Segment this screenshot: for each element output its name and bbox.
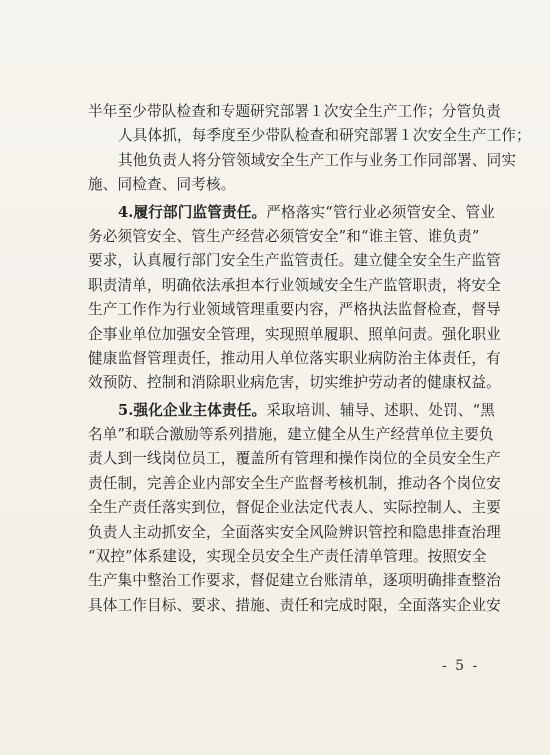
text-span: 严格落实“管行业必须管安全、管业 bbox=[266, 203, 496, 221]
text-line: 企事业单位加强安全管理，实现照单履职、照单问责。强化职业 bbox=[88, 325, 501, 343]
text-line: 职责清单，明确依法承担本行业领域安全生产监管职责，将安全 bbox=[88, 276, 501, 294]
text-line: 施、同检查、同考核。 bbox=[88, 176, 236, 194]
text-line: 其他负责人将分管领域安全生产工作与业务工作同部署、同实 bbox=[118, 151, 517, 169]
text-line: 务必须管安全、管生产经营必须管安全”和“谁主管、谁负责” bbox=[88, 227, 480, 245]
section-5-first-line bbox=[88, 399, 496, 423]
text-line: 半年至少带队检查和专题研究部署１次安全生产工作；分管负责 bbox=[88, 103, 501, 120]
page-number: - 5 - bbox=[442, 658, 480, 674]
text-line: 责人到一线岗位员工，覆盖所有管理和操作岗位的全员安全生产 bbox=[88, 450, 501, 468]
text-line: 全生产责任落实到位，督促企业法定代表人、实际控制人、主要 bbox=[88, 499, 501, 517]
section-4-first-line bbox=[88, 201, 496, 225]
bleed-through-shadow bbox=[75, 658, 495, 666]
text-line: “双控”体系建设，实现全员安全生产责任清单管理。按照安全 bbox=[88, 548, 487, 566]
text-line: 责任制，完善企业内部安全生产监督考核机制，推动各个岗位安 bbox=[88, 474, 501, 492]
text-line: 效预防、控制和消除职业病危害，切实维护劳动者的健康权益。 bbox=[88, 374, 501, 392]
text-line: 名单”和联合激励等系列措施，建立健全从生产经营单位主要负 bbox=[88, 426, 494, 444]
section-heading: 4.履行部门监管责任。 bbox=[118, 203, 267, 221]
text-span: 采取培训、辅导、述职、处罚、“黑 bbox=[266, 401, 496, 419]
text-line: 生产集中整治工作要求，督促建立台账清单，逐项明确排查整治 bbox=[88, 572, 501, 590]
text-line: 人具体抓，每季度至少带队检查和研究部署１次安全生产工作； bbox=[118, 127, 531, 145]
text-line: 负责人主动抓安全，全面落实安全风险辨识管控和隐患排查治理 bbox=[88, 523, 501, 541]
text-line: 要求，认真履行部门安全生产监管责任。建立健全安全生产监管 bbox=[88, 252, 501, 270]
text-line: 具体工作目标、要求、措施、责任和完成时限，全面落实企业安 bbox=[88, 596, 501, 614]
section-heading: 5.强化企业主体责任。 bbox=[118, 401, 267, 419]
text-line: 生产工作作为行业领域管理重要内容，严格执法监督检查，督导 bbox=[88, 301, 501, 319]
document-body bbox=[88, 100, 531, 618]
text-line: 健康监督管理责任，推动用人单位落实职业病防治主体责任，有 bbox=[88, 349, 501, 367]
